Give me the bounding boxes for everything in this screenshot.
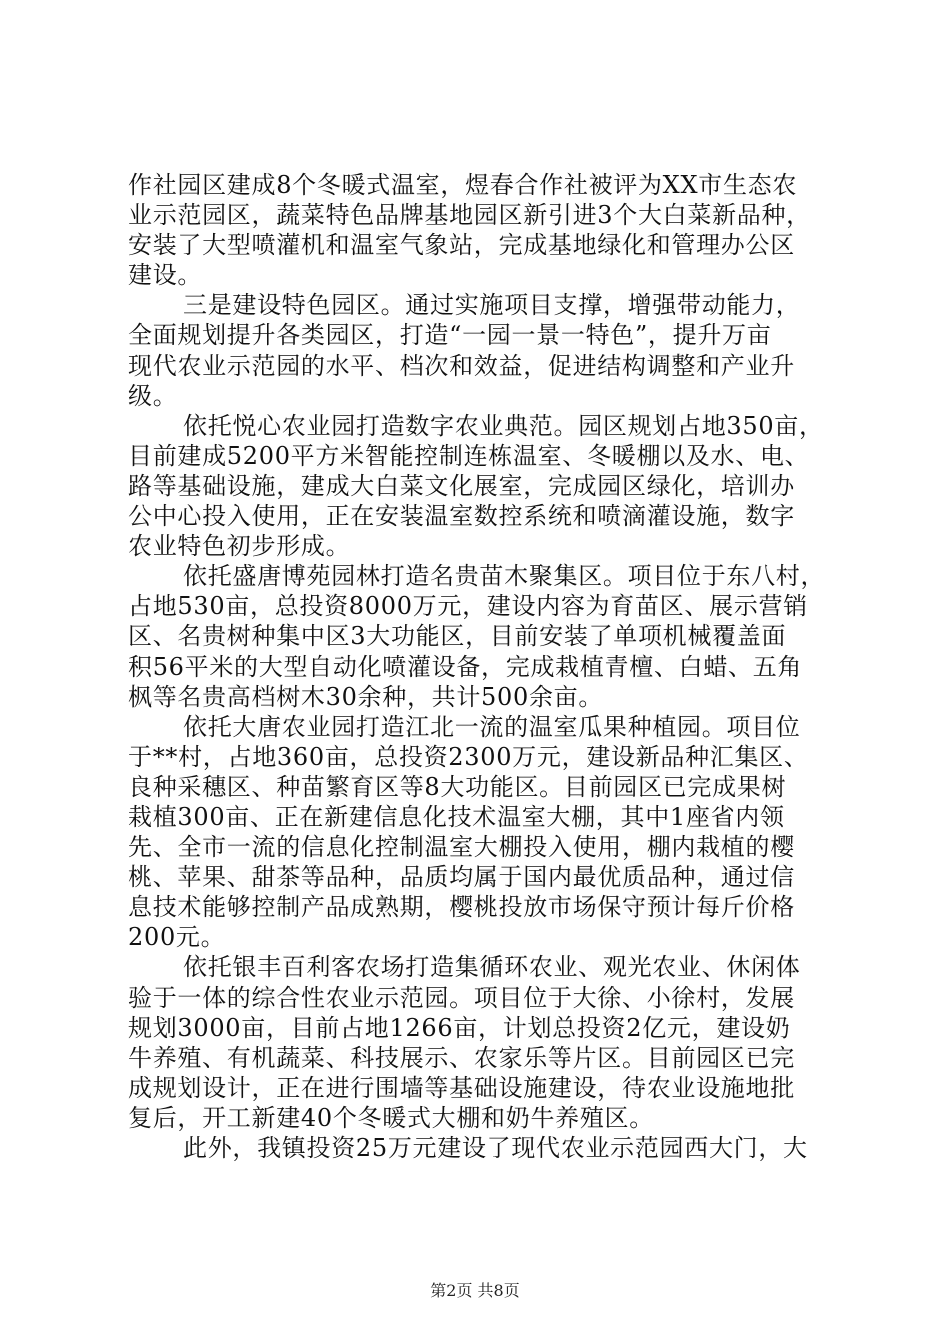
text-line: 规划3000亩，目前占地1266亩，计划总投资2亿元，建设奶 <box>128 1013 791 1042</box>
paragraph-start-line: 依托悦心农业园打造数字农业典范。园区规划占地350亩， <box>183 411 824 440</box>
text-line: 先、全市一流的信息化控制温室大棚投入使用，棚内栽植的樱 <box>128 833 795 862</box>
page-number-footer: 第2页 共8页 <box>430 1281 520 1300</box>
text-line: 牛养殖、有机蔬菜、科技展示、农家乐等片区。目前园区已完 <box>128 1043 795 1072</box>
paragraph-start-line: 依托大唐农业园打造江北一流的温室瓜果种植园。项目位 <box>183 712 801 741</box>
text-line: 建设。 <box>128 261 203 290</box>
text-line: 占地530亩，总投资8000万元，建设内容为育苗区、展示营销 <box>128 592 808 621</box>
document-body <box>128 170 828 1163</box>
text-line: 现代农业示范园的水平、档次和效益，促进结构调整和产业升 <box>128 351 795 380</box>
paragraph-start-line: 三是建设特色园区。通过实施项目支撑，增强带动能力， <box>183 291 801 320</box>
text-line: 区、名贵树种集中区3大功能区，目前安装了单项机械覆盖面 <box>128 622 787 651</box>
text-line: 路等基础设施，建成大白菜文化展室，完成园区绿化，培训办 <box>128 471 795 500</box>
text-line: 作社园区建成8个冬暖式温室，煜春合作社被评为XX市生态农 <box>128 171 798 199</box>
text-line: 栽植300亩、正在新建信息化技术温室大棚，其中1座省内领 <box>128 802 785 831</box>
text-line: 枫等名贵高档树木30余种，共计500余亩。 <box>128 682 604 711</box>
text-line: 200元。 <box>128 923 226 952</box>
text-line: 业示范园区，蔬菜特色品牌基地园区新引进3个大白菜新品种， <box>128 201 811 230</box>
text-line: 复后，开工新建40个冬暖式大棚和奶牛养殖区。 <box>128 1103 654 1132</box>
text-line: 积56平米的大型自动化喷灌设备，完成栽植青檀、白蜡、五角 <box>128 652 803 681</box>
text-line: 验于一体的综合性农业示范园。项目位于大徐、小徐村，发展 <box>128 983 795 1012</box>
text-line: 成规划设计，正在进行围墙等基础设施建设，待农业设施地批 <box>128 1073 795 1102</box>
paragraph-start-line: 此外，我镇投资25万元建设了现代农业示范园西大门，大 <box>183 1134 808 1162</box>
paragraph-start-line: 依托盛唐博苑园林打造名贵苗木聚集区。项目位于东八村， <box>183 562 826 591</box>
text-line: 农业特色初步形成。 <box>128 532 351 561</box>
text-line: 桃、苹果、甜茶等品种，品质均属于国内最优质品种，通过信 <box>128 863 795 892</box>
text-line: 良种采穗区、种苗繁育区等8大功能区。目前园区已完成果树 <box>128 772 787 801</box>
text-line: 于**村，占地360亩，总投资2300万元，建设新品种汇集区、 <box>128 742 809 771</box>
text-line: 安装了大型喷灌机和温室气象站，完成基地绿化和管理办公区 <box>128 231 795 260</box>
text-line: 级。 <box>128 381 178 410</box>
text-line: 公中心投入使用，正在安装温室数控系统和喷滴灌设施，数字 <box>128 502 795 531</box>
text-line: 目前建成5200平方米智能控制连栋温室、冬暖棚以及水、电、 <box>128 441 810 470</box>
text-line: 全面规划提升各类园区，打造“一园一景一特色”，提升万亩 <box>128 321 772 350</box>
text-line: 息技术能够控制产品成熟期，樱桃投放市场保守预计每斤价格 <box>128 893 795 922</box>
paragraph-start-line: 依托银丰百利客农场打造集循环农业、观光农业、休闲体 <box>183 953 801 982</box>
